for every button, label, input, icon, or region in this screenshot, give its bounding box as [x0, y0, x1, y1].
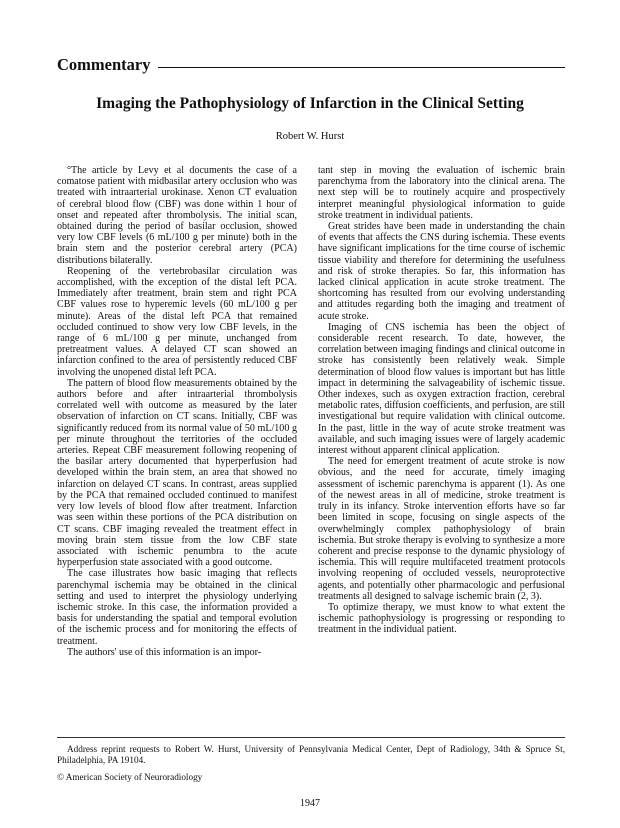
paragraph: tant step in moving the evaluation of ischemic brain parenchyma from the laboratory into the clinical arena. The next step will be to routinely acquire and prospectively interpret meaningful physiological information to guide stroke treatment in individual patients.: [318, 165, 565, 221]
paragraph: Reopening of the vertebrobasilar circulation was accomplished, with the exception of the distal left PCA. Immediately after treatment, brain stem and right PCA CBF values rose to hyperemic levels (60 mL/100 g per minute). Areas of the distal left PCA that remained occluded continued to show very low CBF levels, in the range of 6 mL/100 g per minute, unchanged from pretreatment values. A delayed CT scan showed an infarction confined to the area of persistently reduced CBF involving the unopened distal left PCA.: [57, 265, 297, 378]
section-label: Commentary: [57, 55, 151, 74]
body-column-left: [57, 165, 297, 658]
paragraph: Great strides have been made in understanding the chain of events that affects the CNS during ischemia. These events have significant implications for the time course of ischemic tissue viability and therefore for determining the usefulness and risk of stroke therapies. So far, this information has lacked clinical application in acute stroke treatment. The shortcoming has resulted from our evolving understanding and attitudes regarding both the imaging and treatment of acute stroke.: [318, 221, 565, 322]
paragraph: The need for emergent treatment of acute stroke is now obvious, and the need for accurate, timely imaging assessment of ischemic parenchyma is apparent (1). As one of the newest areas in all of medicine, stroke treatment is truly in its infancy. Stroke intervention efforts have so far been limited in scope, focusing on single aspects of the overwhelmingly complex pathophysiology of brain ischemia. But stroke therapy is evolving to synthesize a more coherent and precise response to the dynamic physiology of ischemia. This will require multifaceted treatment protocols involving reopening of occluded vessels, neuroprotective agents, and potentially other pharmacologic and perfusional treatments all designed to salvage ischemic brain (2, 3).: [318, 456, 565, 602]
copyright: © American Society of Neuroradiology: [57, 772, 203, 782]
paragraph: The case illustrates how basic imaging that reflects parenchymal ischemia may be obtained in the clinical setting and used to interpret the physiology underlying ischemic stroke. In this case, the information provided a basis for understanding the spatial and temporal evolution of the ischemic process and for monitoring the effects of treatment.: [57, 568, 297, 647]
reprint-address: Address reprint requests to Robert W. Hurst, University of Pennsylvania Medical Center, Dept of Radiology, 34th & Spruce St, Philadelphia, PA 19104.: [57, 744, 565, 765]
page-number: 1947: [300, 798, 320, 809]
paragraph: The authors' use of this information is an impor-: [67, 646, 262, 658]
section-rule: [158, 67, 565, 68]
paragraph: The pattern of blood flow measurements obtained by the authors before and after intraarterial thrombolysis correlated well with outcome as measured by the later observation of infarction on CT scans. Initially, CBF was significantly reduced from its normal value of 50 mL/100 g per minute throughout the territories of the occluded arteries. Repeat CBF measurement following reopening of the basilar artery documented that hyperperfusion had developed within the brain stem, an area that showed no infarction on delayed CT scans. In contrast, areas supplied by the PCA that remained occluded continued to manifest very low levels of blood flow after treatment. Infarction was seen within these portions of the PCA distribution on CT scans. CBF imaging revealed the treatment effect in moving brain stem tissue from the low CBF state associated with ischemic penumbra to the acute hyperperfusion state associated with a good outcome.: [57, 377, 297, 569]
footnote: [57, 744, 565, 766]
paragraph: To optimize therapy, we must know to what extent the ischemic pathophysiology is progressing or responding to treatment in the individual patient.: [318, 601, 565, 636]
paragraph: °The article by Levy et al documents the case of a comatose patient with midbasilar artery occlusion who was treated with intraarterial urokinase. Xenon CT evaluation of cerebral blood flow (CBF) was done within 1 hour of onset and repeated after thrombolysis. The initial scan, obtained during the period of basilar occlusion, showed very low CBF levels (6 mL/100 g per minute) both in the brain stem and the posterior cerebral artery (PCA) distributions bilaterally.: [57, 165, 297, 266]
body-column-right: [318, 165, 565, 636]
paragraph: Imaging of CNS ischemia has been the object of considerable recent research. To date, however, the correlation between imaging findings and clinical outcome in stroke has consistently been relatively weak. Simple determination of blood flow values is important but has little impact in determining the salvageability of ischemic tissue. Other indexes, such as oxygen extraction fraction, cerebral metabolic rates, diffusion coefficients, and perfusion, are still investigational but require validation with clinical outcome. In the past, little in the way of acute stroke treatment was available, and such imaging issues were of largely academic interest without apparent clinical application.: [318, 321, 565, 457]
article-title: Imaging the Pathophysiology of Infarction in the Clinical Setting: [96, 95, 524, 112]
article-author: Robert W. Hurst: [275, 131, 345, 142]
footnote-divider: [57, 737, 565, 738]
section-header: [57, 55, 565, 75]
